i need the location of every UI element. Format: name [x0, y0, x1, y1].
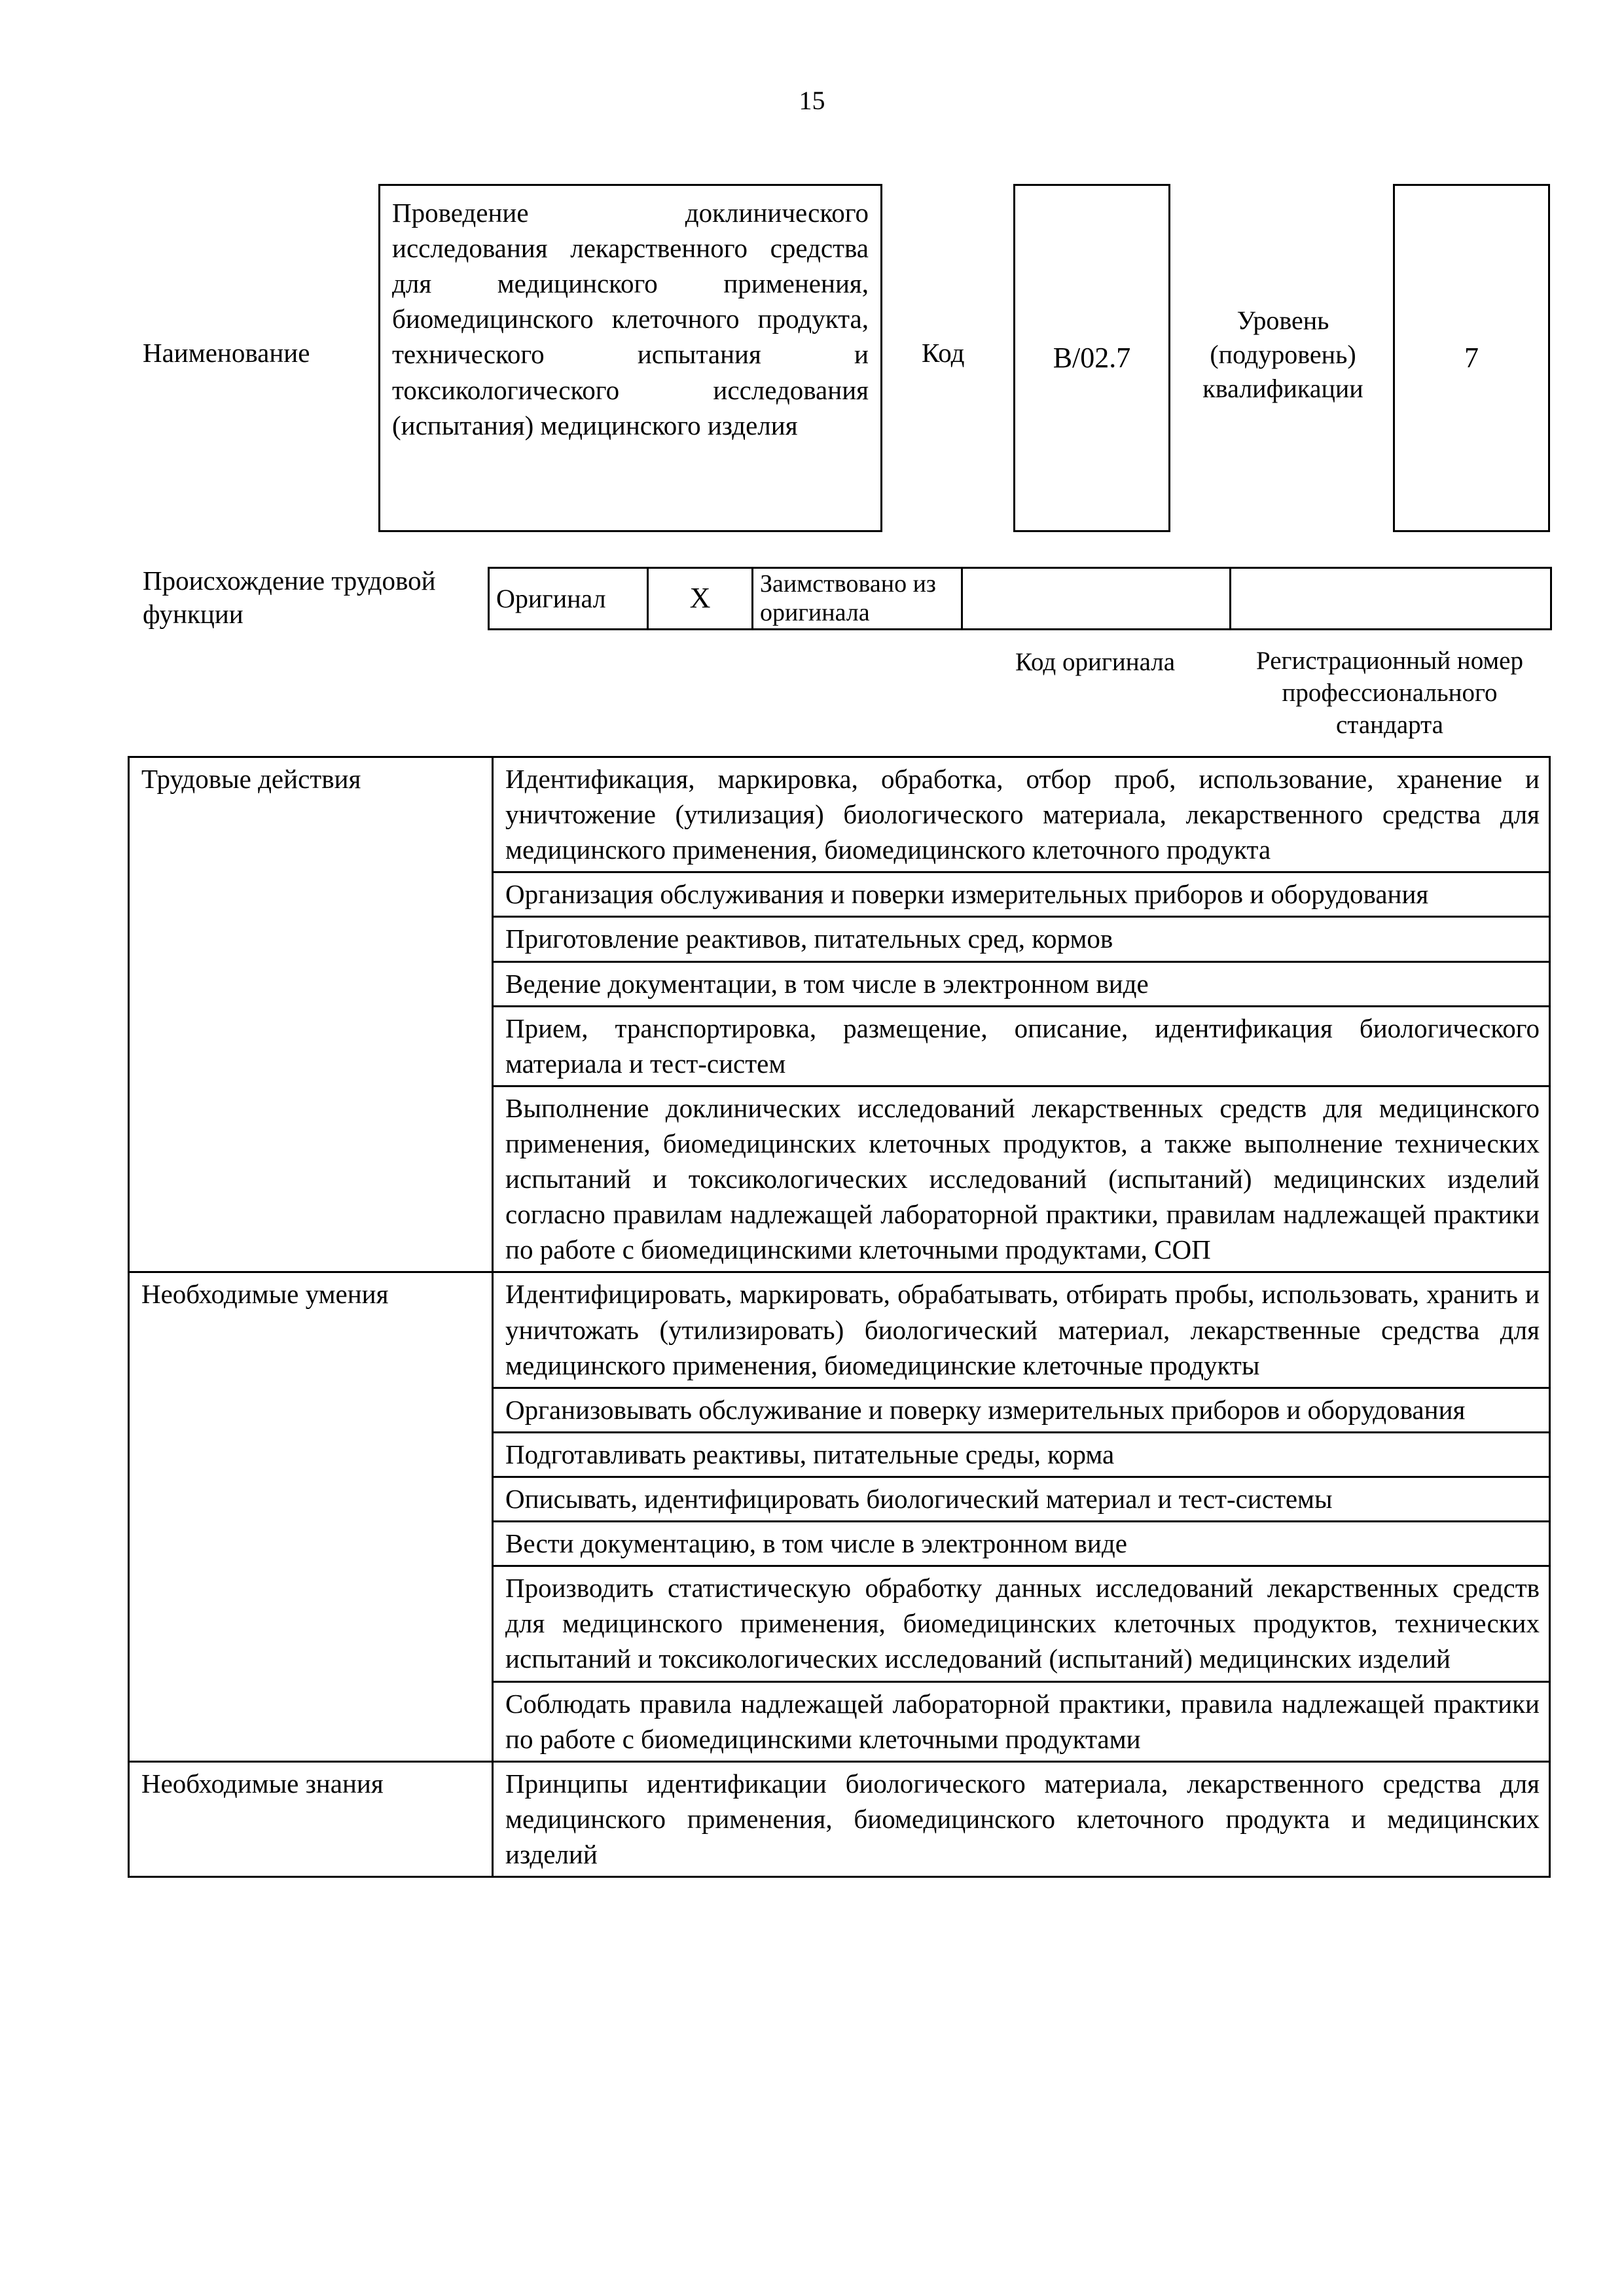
table-row	[129, 757, 1550, 872]
section-item: Соблюдать правила надлежащей лабораторной практики, правила надлежащей практики по работе с биомедицинскими клеточными продуктами	[493, 1681, 1550, 1761]
page-number: 15	[799, 86, 825, 115]
level-value-box	[1393, 184, 1550, 532]
origin-table	[488, 567, 1552, 630]
name-label: Наименование	[143, 338, 310, 368]
main-table-body	[129, 757, 1550, 1877]
section-item: Ведение документации, в том числе в электронном виде	[493, 961, 1550, 1006]
section-item: Производить статистическую обработку данных исследований лекарственных средств для медицинского применения, биомедицинских клеточных продуктов, технических испытаний и токсикологических исследований (испытаний) медицинских изделий	[493, 1566, 1550, 1681]
section-item: Прием, транспортировка, размещение, описание, идентификация биологического материала и тест-систем	[493, 1006, 1550, 1086]
origin-original-cell: Оригинал	[489, 568, 648, 630]
section-item: Приготовление реактивов, питательных сред, кормов	[493, 917, 1550, 961]
section-item: Организация обслуживания и поверки измерительных приборов и оборудования	[493, 872, 1550, 917]
section-label: Необходимые знания	[129, 1761, 493, 1876]
section-item: Организовывать обслуживание и поверку измерительных приборов и оборудования	[493, 1388, 1550, 1432]
function-name-box	[378, 184, 882, 532]
table-row	[129, 1761, 1550, 1876]
origin-borrowed-cell: Заимствовано из оригинала	[753, 568, 962, 630]
origin-row	[489, 568, 1551, 630]
section-item: Описывать, идентифицировать биологический материал и тест-системы	[493, 1477, 1550, 1521]
origin-reg-cell	[1231, 568, 1551, 630]
origin-code-caption: Код оригинала	[1015, 648, 1176, 676]
origin-label: Происхождение трудовой функции	[143, 565, 436, 630]
section-item: Идентифицировать, маркировать, обрабатывать, отбирать пробы, использовать, хранить и уничтожать (утилизировать) биологический материал, лекарственные средства для медицинского применения, биомедицинские клеточные продукты	[493, 1272, 1550, 1388]
level-label: Уровень (подуровень) квалификации	[1202, 306, 1363, 403]
table-row	[129, 1272, 1550, 1388]
section-item: Вести документацию, в том числе в электронном виде	[493, 1522, 1550, 1566]
function-code-value: В/02.7	[1053, 341, 1131, 374]
section-label: Необходимые умения	[129, 1272, 493, 1761]
origin-code-cell	[962, 568, 1231, 630]
function-name-value: Проведение доклинического исследования лекарственного средства для медицинского применения, биомедицинского клеточного продукта, технического испытания и токсикологического исследования (испытания) медицинского изделия	[392, 198, 869, 440]
section-item: Подготавливать реактивы, питательные среды, корма	[493, 1432, 1550, 1477]
level-value: 7	[1464, 341, 1479, 374]
section-item: Принципы идентификации биологического материала, лекарственного средства для медицинского применения, биомедицинского клеточного продукта и медицинских изделий	[493, 1761, 1550, 1876]
origin-reg-caption: Регистрационный номер профессионального стандарта	[1256, 647, 1523, 739]
main-table	[128, 756, 1551, 1878]
origin-mark-cell: X	[648, 568, 753, 630]
function-code-box	[1013, 184, 1170, 532]
section-label: Трудовые действия	[129, 757, 493, 1272]
code-label: Код	[922, 338, 965, 368]
section-item: Идентификация, маркировка, обработка, отбор проб, использование, хранение и уничтожение (утилизация) биологического материала, лекарственного средства для медицинского применения, биомедицинского клеточного продукта	[493, 757, 1550, 872]
section-item: Выполнение доклинических исследований лекарственных средств для медицинского применения, биомедицинских клеточных продуктов, а также выполнение технических испытаний и токсикологических исследований (испытаний) медицинских изделий согласно правилам надлежащей лабораторной практики, правилам надлежащей практики по работе с биомедицинскими клеточными продуктами, СОП	[493, 1086, 1550, 1272]
